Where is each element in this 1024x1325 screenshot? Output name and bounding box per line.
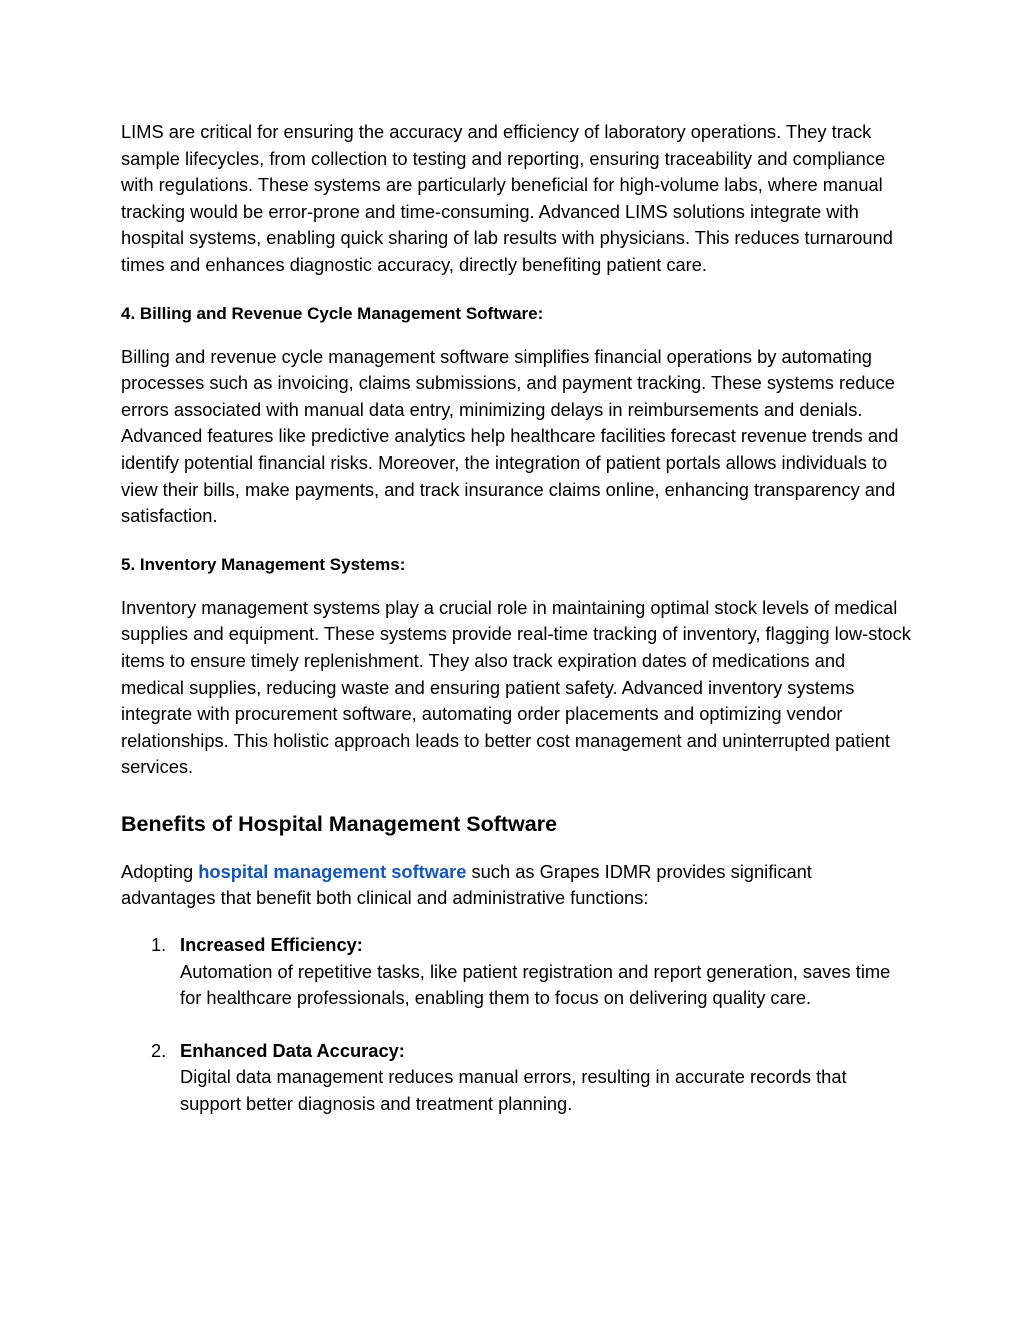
list-item <box>121 932 911 1012</box>
list-item-title: Increased Efficiency: <box>180 934 363 956</box>
benefits-intro-after: such as Grapes IDMR provides significant advantages that benefit both clinical and administrative functions: <box>121 860 812 909</box>
document-page <box>121 119 911 1118</box>
benefits-list <box>121 932 911 1118</box>
billing-paragraph: Billing and revenue cycle management software simplifies financial operations by automating processes such as invoicing, claims submissions, and payment tracking. These systems reduce errors associated with manual data entry, minimizing delays in reimbursements and denials. Advanced features like predictive analytics help healthcare facilities forecast revenue trends and identify potential financial risks. Moreover, the integration of patient portals allows individuals to view their bills, make payments, and track insurance claims online, enhancing transparency and satisfaction. <box>121 345 899 527</box>
list-item-number: 1. <box>151 934 167 956</box>
list-item <box>121 1038 911 1118</box>
inventory-paragraph: Inventory management systems play a crucial role in maintaining optimal stock levels of medical supplies and equipment. These systems provide real-time tracking of inventory, flagging low-stock items to ensure timely replenishment. They also track expiration dates of medications and medical supplies, reducing waste and ensuring patient safety. Advanced inventory systems integrate with procurement software, automating order placements and optimizing vendor relationships. This holistic approach leads to better cost management and uninterrupted patient services. <box>121 596 911 778</box>
billing-heading: 4. Billing and Revenue Cycle Management Software: <box>121 303 544 323</box>
hospital-management-software-link[interactable]: hospital management software <box>198 860 467 882</box>
inventory-heading: 5. Inventory Management Systems: <box>121 554 406 574</box>
list-item-body: Automation of repetitive tasks, like patient registration and report generation, saves time for healthcare professionals, enabling them to focus on delivering quality care. <box>180 960 891 1009</box>
benefits-intro-before: Adopting <box>121 860 199 882</box>
benefits-heading: Benefits of Hospital Management Software <box>121 811 558 836</box>
list-item-body: Digital data management reduces manual errors, resulting in accurate records that support better diagnosis and treatment planning. <box>180 1066 847 1115</box>
list-item-title: Enhanced Data Accuracy: <box>180 1039 405 1061</box>
lims-paragraph: LIMS are critical for ensuring the accuracy and efficiency of laboratory operations. They track sample lifecycles, from collection to testing and reporting, ensuring traceability and compliance with regulations. These systems are particularly beneficial for high-volume labs, where manual tracking would be error-prone and time-consuming. Advanced LIMS solutions integrate with hospital systems, enabling quick sharing of lab results with physicians. This reduces turnaround times and enhances diagnostic accuracy, directly benefiting patient care. <box>121 121 893 275</box>
list-item-number: 2. <box>151 1039 167 1061</box>
benefits-intro-paragraph <box>121 859 911 912</box>
